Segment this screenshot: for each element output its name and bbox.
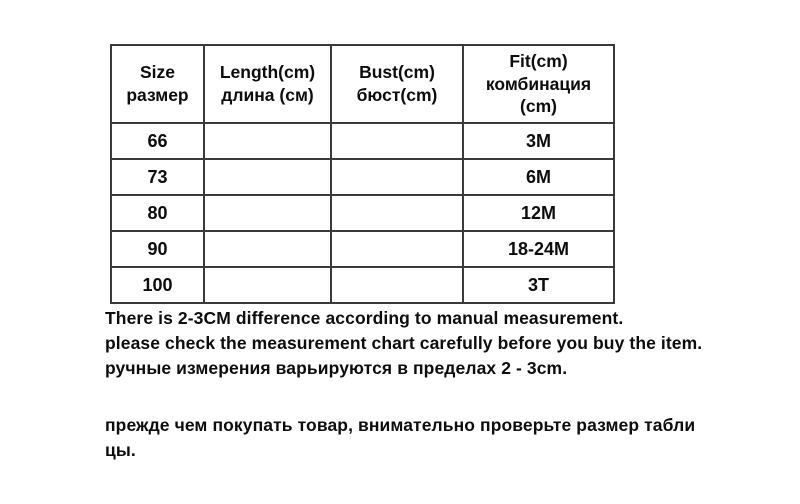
cell-fit: 6M — [463, 159, 614, 195]
column-header-size-line1: Size — [139, 62, 176, 83]
table-row — [111, 195, 614, 231]
table-row — [111, 123, 614, 159]
size-chart-table-container — [110, 44, 613, 304]
column-header-fit-line3: (cm) — [520, 96, 557, 117]
column-header-fit-line2: комбинация — [485, 73, 592, 94]
notes-line-3: ручные измерения варьируются в пределах 2 - 3cm. — [105, 358, 568, 378]
size-chart-table — [110, 44, 615, 304]
cell-size: 90 — [111, 231, 204, 267]
cell-bust — [331, 231, 463, 267]
column-header-length — [204, 45, 331, 123]
table-body — [111, 123, 614, 303]
cell-size: 80 — [111, 195, 204, 231]
table-header — [111, 45, 614, 123]
cell-bust — [331, 267, 463, 303]
notes-paragraph-1 — [105, 306, 765, 381]
column-header-length-line1: Length(cm) — [219, 62, 316, 83]
column-header-length-line2: длина (см) — [221, 85, 314, 105]
notes-paragraph-2 — [105, 413, 765, 463]
cell-length — [204, 195, 331, 231]
notes-line-5: цы. — [105, 440, 136, 460]
cell-length — [204, 123, 331, 159]
cell-size: 100 — [111, 267, 204, 303]
column-header-size — [111, 45, 204, 123]
column-header-fit — [463, 45, 614, 123]
cell-bust — [331, 123, 463, 159]
cell-fit: 3T — [463, 267, 614, 303]
cell-fit: 3M — [463, 123, 614, 159]
column-header-bust-line2: бюст(cm) — [356, 85, 438, 105]
column-header-fit-line1: Fit(cm) — [509, 50, 568, 71]
notes-line-2: please check the measurement chart carefully before you buy the item. — [105, 333, 703, 353]
table-row — [111, 231, 614, 267]
table-row — [111, 159, 614, 195]
notes-line-1: There is 2-3CM difference according to manual measurement. — [105, 308, 624, 328]
notes-line-4: прежде чем покупать товар, внимательно проверьте размер табли — [105, 415, 696, 435]
column-header-bust — [331, 45, 463, 123]
cell-length — [204, 267, 331, 303]
notes-paragraph-gap — [105, 381, 765, 413]
cell-fit: 18-24M — [463, 231, 614, 267]
cell-size: 66 — [111, 123, 204, 159]
cell-bust — [331, 159, 463, 195]
measurement-notes — [105, 306, 765, 463]
column-header-size-line2: размер — [126, 85, 189, 105]
table-header-row — [111, 45, 614, 123]
table-row — [111, 267, 614, 303]
column-header-bust-line1: Bust(cm) — [359, 62, 435, 83]
cell-length — [204, 231, 331, 267]
cell-size: 73 — [111, 159, 204, 195]
cell-fit: 12M — [463, 195, 614, 231]
cell-length — [204, 159, 331, 195]
cell-bust — [331, 195, 463, 231]
